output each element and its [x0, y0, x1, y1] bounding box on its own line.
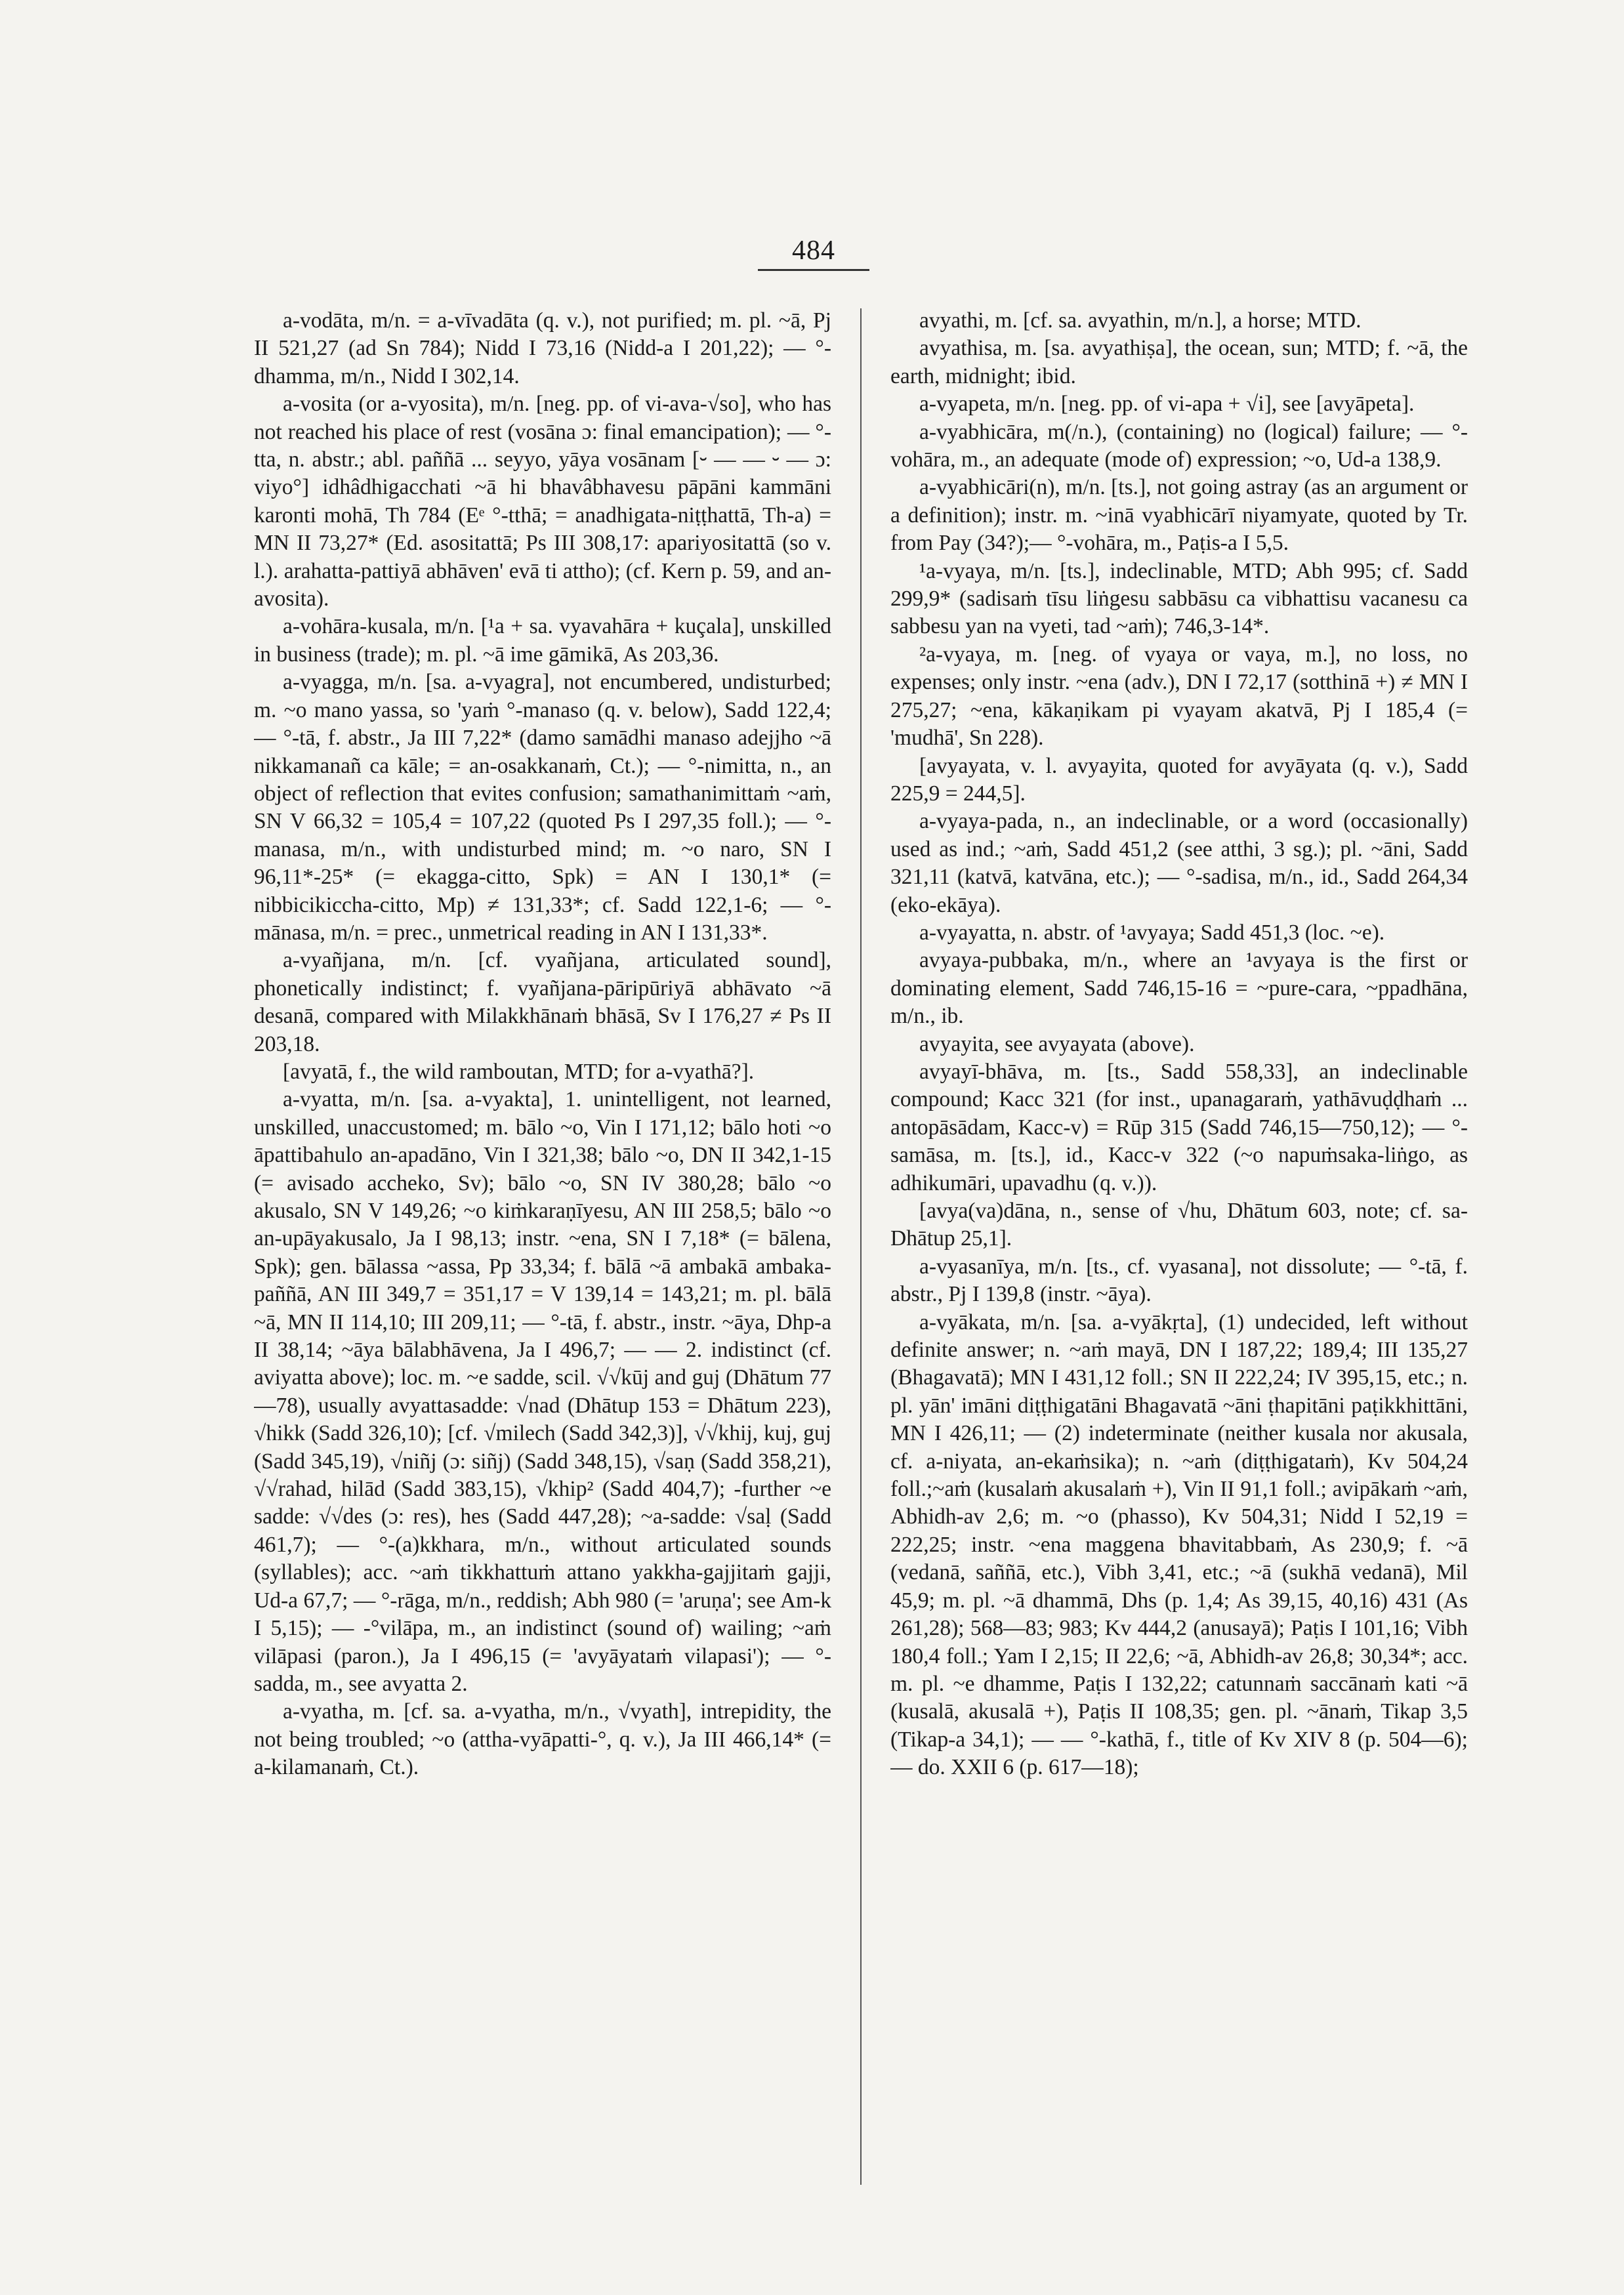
- entry-a-vyatta: a-vyatta, m/n. [sa. a-vyakta], 1. unintelligent, not learned, unskilled, unaccustomed; m. bālo ~o, Vin I 171,12; bālo hoti ~o āpattibahulo an-apadāno, Vin I 321,38; bālo ~o, DN II 342,1-15 (= avisado accheko, Sv); bālo ~o, SN IV 380,28; bālo ~o akusalo, SN V 149,26; ~o kiṁkaraṇīyesu, AN III 258,5; bālo ~o an-upāyakusalo, Ja I 98,13; instr. ~ena, SN I 7,18* (= bālena, Spk); gen. bālassa ~assa, Pp 33,34; f. bālā ~ā ambakā ambaka-paññā, AN III 349,7 = 351,17 = V 139,14 = 143,21; m. pl. bālā ~ā, MN II 114,10; III 209,11; — °-tā, f. abstr., instr. ~āya, Dhp-a II 38,14; ~āya bālabhāvena, Ja I 496,7; — — 2. indistinct (cf. aviyatta above); loc. m. ~e sadde, scil. √√kūj and guj (Dhātum 77—78), usually avyattasadde: √nad (Dhātup 153 = Dhātum 223), √hikk (Sadd 326,10); [cf. √milech (Sadd 342,3)], √√khij, kuj, guj (Sadd 345,19), √niñj (ɔ: siñj) (Sadd 348,15), √saṇ (Sadd 358,21), √√rahad, hilād (Sadd 383,15), √khip² (Sadd 404,7); -further ~e sadde: √√des (ɔ: res), hes (Sadd 447,28); ~a-sadde: √saḷ (Sadd 461,7); — °-(a)kkhara, m/n., without articulated sounds (syllables); acc. ~aṁ tikkhattuṁ attano yakkha-gajjitaṁ gajji, Ud-a 67,7; — °-rāga, m/n., reddish; Abh 980 (= 'aruṇa'; see Am-k I 5,15); — -°vilāpa, m., an indistinct (sound of) wailing; ~aṁ vilāpasi (paron.), Ja I 496,15 (= 'avyāyataṁ vilapasi'); — °-sadda, m., see avyatta 2.: [254, 1087, 831, 1696]
- entry-a-vohara-kusala: a-vohāra-kusala, m/n. [¹a + sa. vyavahāra + kuçala], unskilled in business (trade); m. pl. ~ā ime gāmikā, As 203,36.: [254, 614, 831, 667]
- right-column: [890, 307, 1468, 2197]
- entry-a-vyapeta: a-vyapeta, m/n. [neg. pp. of vi-apa + √i], see [avyāpeta].: [919, 392, 1415, 417]
- entry-avyata: [avyatā, f., the wild ramboutan, MTD; for a-vyathā?].: [283, 1059, 755, 1084]
- entry-a-vyasaniya: a-vyasanīya, m/n. [ts., cf. vyasana], not dissolute; — °-tā, f. abstr., Pj I 139,8 (instr. ~āya).: [890, 1254, 1468, 1307]
- entry-a-vyagga: a-vyagga, m/n. [sa. a-vyagra], not encumbered, undisturbed; m. ~o mano yassa, so 'yaṁ °-manaso (q. v. below), Sadd 122,4; — °-tā, f. abstr., Ja III 7,22* (damo samādhi manaso adejjho ~ā nikkamanañ ca kāle; = an-osakkanaṁ, Ct.); — °-nimitta, n., an object of reflection that evites confusion; samathanimittaṁ ~aṁ, SN V 66,32 = 105,4 = 107,22 (quoted Ps I 297,35 foll.); — °-manasa, m/n., with undisturbed mind; m. ~o naro, SN I 96,11*-25* (= ekagga-citto, Spk) = AN I 130,1* (= nibbicikiccha-citto, Mp) ≠ 131,33*; cf. Sadd 122,1-6; — °-mānasa, m/n. = prec., unmetrical reading in AN I 131,33*.: [254, 670, 831, 945]
- entry-avyaya-pubbaka: avyaya-pubbaka, m/n., where an ¹avyaya is the first or dominating element, Sadd 746,15-16 = ~pure-cara, ~ppadhāna, m/n., ib.: [890, 948, 1468, 1029]
- entry-a-vodata: a-vodāta, m/n. = a-vīvadāta (q. v.), not purified; m. pl. ~ā, Pj II 521,27 (ad Sn 784); Nidd I 73,16 (Nidd-a I 201,22); — °-dhamma, m/n., Nidd I 302,14.: [254, 308, 831, 388]
- entry-a-vyaya-1: ¹a-vyaya, m/n. [ts.], indeclinable, MTD; Abh 995; cf. Sadd 299,9* (sadisaṁ tīsu liṅgesu sabbāsu ca vibhattisu vacanesu ca sabbesu yan na vyeti, tad ~aṁ); 746,3-14*.: [890, 558, 1468, 639]
- entry-a-vyakata: a-vyākata, m/n. [sa. a-vyākṛta], (1) undecided, left without definite answer; n. ~aṁ mayā, DN I 187,22; 189,4; III 135,27 (Bhagavatā); MN I 431,12 foll.; SN II 222,24; IV 395,15, etc.; n. pl. yān' imāni diṭṭhigatāni Bhagavatā ~āni ṭhapitāni paṭikkhittāni, MN I 426,11; — (2) indeterminate (neither kusala nor akusala, cf. a-niyata, an-ekaṁsika); n. ~aṁ (diṭṭhigataṁ), Kv 504,24 foll.;~aṁ (kusalaṁ akusalaṁ +), Vin II 91,1 foll.; avipākaṁ ~aṁ, Abhidh-av 2,6; m. ~o (phasso), Kv 504,31; Nidd I 52,19 = 222,25; instr. ~ena maggena bhavitabbaṁ, As 230,9; f. ~ā (vedanā, saññā, etc.), Vibh 3,41, etc.; ~ā (sukhā vedanā), Mil 45,9; m. pl. ~ā dhammā, Dhs (p. 1,4; As 39,15, 40,16) 431 (As 261,28); 568—83; 983; Kv 444,2 (anusayā); Paṭis I 101,16; Vibh 180,4 foll.; Yam I 2,15; II 22,6; ~ā, Abhidh-av 26,8; 30,34*; acc. m. pl. ~e dhamme, Paṭis I 132,22; catunnaṁ saccānaṁ kati ~ā (kusalā, akusalā +), Paṭis II 108,35; gen. pl. ~ānaṁ, Tikap 3,5 (Tikap-a 34,1); — — °-kathā, f., title of Kv XIV 8 (p. 504—6); — do. XXII 6 (p. 617—18);: [890, 1310, 1468, 1780]
- entry-a-vyaya-pada: a-vyaya-pada, n., an indeclinable, or a word (occasionally) used as ind.; ~aṁ, Sadd 451,2 (see atthi, 3 sg.); pl. ~āni, Sadd 321,11 (katvā, katvāna, etc.); — °-sadisa, m/n., id., Sadd 264,34 (eko-ekāya).: [890, 809, 1468, 917]
- column-divider: [860, 308, 862, 2185]
- entry-a-vyayatta: a-vyayatta, n. abstr. of ¹avyaya; Sadd 451,3 (loc. ~e).: [919, 920, 1385, 945]
- entry-a-vosita: a-vosita (or a-vyosita), m/n. [neg. pp. of vi-ava-√so], who has not reached his place of rest (vosāna ɔ: final emancipation); — °-tta, n. abstr.; abl. paññā ... seyyo, yāya vosānam [⏑ — — ⏑ — ɔ: viyo°] idhâdhigacchati ~ā hi bhavâbhavesu pāpāni kammāni karonti mohā, Th 784 (Eᵉ °-tthā; = anadhigata-niṭṭhattā, Th-a) = MN II 73,27* (Ed. asositattā; Ps III 308,17: apariyositattā (so v. l.). arahatta-pattiyā abhāven' evā ti attho); (cf. Kern p. 59, and an-avosita).: [254, 392, 831, 611]
- entry-avya-va-dana: [avya(va)dāna, n., sense of √hu, Dhātum 603, note; cf. sa-Dhātup 25,1].: [890, 1199, 1468, 1251]
- page-number-rule: [758, 269, 869, 271]
- entry-a-vyabhicara: a-vyabhicāra, m(/n.), (containing) no (logical) failure; — °-vohāra, m., an adequate (mode of) expression; ~o, Ud-a 138,9.: [890, 419, 1468, 472]
- entry-a-vyatha: a-vyatha, m. [cf. sa. a-vyatha, m/n., √vyath], intrepidity, the not being troubled; ~o (attha-vyāpatti-°, q. v.), Ja III 466,14* (= a-kilamanaṁ, Ct.).: [254, 1699, 831, 1780]
- left-column: [254, 307, 831, 2197]
- entry-a-vyanjana: a-vyañjana, m/n. [cf. vyañjana, articulated sound], phonetically indistinct; f. vyañjana-pāripūriyā abhāvato ~ā desanā, compared with Milakkhānaṁ bhāsā, Sv I 176,27 ≠ Ps II 203,18.: [254, 948, 831, 1056]
- entry-avyayi-bhava: avyayī-bhāva, m. [ts., Sadd 558,33], an indeclinable compound; Kacc 321 (for inst., upanagaraṁ, yathāvuḍḍhaṁ ... antopāsādam, Kacc-v) = Rūp 315 (Sadd 746,15—750,12); — °-samāsa, m. [ts.], id., Kacc-v 322 (~o napuṁsaka-liṅgo, as adhikumāri, upavadhu (q. v.)).: [890, 1059, 1468, 1195]
- entry-avyayita: avyayita, see avyayata (above).: [919, 1031, 1195, 1056]
- entry-avyayata: [avyayata, v. l. avyayita, quoted for avyāyata (q. v.), Sadd 225,9 = 244,5].: [890, 753, 1468, 806]
- entry-avyathi: avyathi, m. [cf. sa. avyathin, m/n.], a horse; MTD.: [919, 308, 1362, 333]
- page-number: 484: [792, 236, 835, 266]
- entry-a-vyaya-2: ²a-vyaya, m. [neg. of vyaya or vaya, m.], no loss, no expenses; only instr. ~ena (adv.), DN I 72,17 (sotthinā +) ≠ MN I 275,27; ~ena, kākaṇikam pi vyayam akatvā, Pj I 185,4 (= 'mudhā', Sn 228).: [890, 642, 1468, 751]
- entry-avyathisa: avyathisa, m. [sa. avyathiṣa], the ocean, sun; MTD; f. ~ā, the earth, midnight; ibid.: [890, 336, 1468, 388]
- entry-a-vyabhicari: a-vyabhicāri(n), m/n. [ts.], not going astray (as an argument or a definition); instr. m. ~inā vyabhicārī niyamyate, quoted by Tr. from Pay (34?);— °-vohāra, m., Paṭis-a I 5,5.: [890, 475, 1468, 556]
